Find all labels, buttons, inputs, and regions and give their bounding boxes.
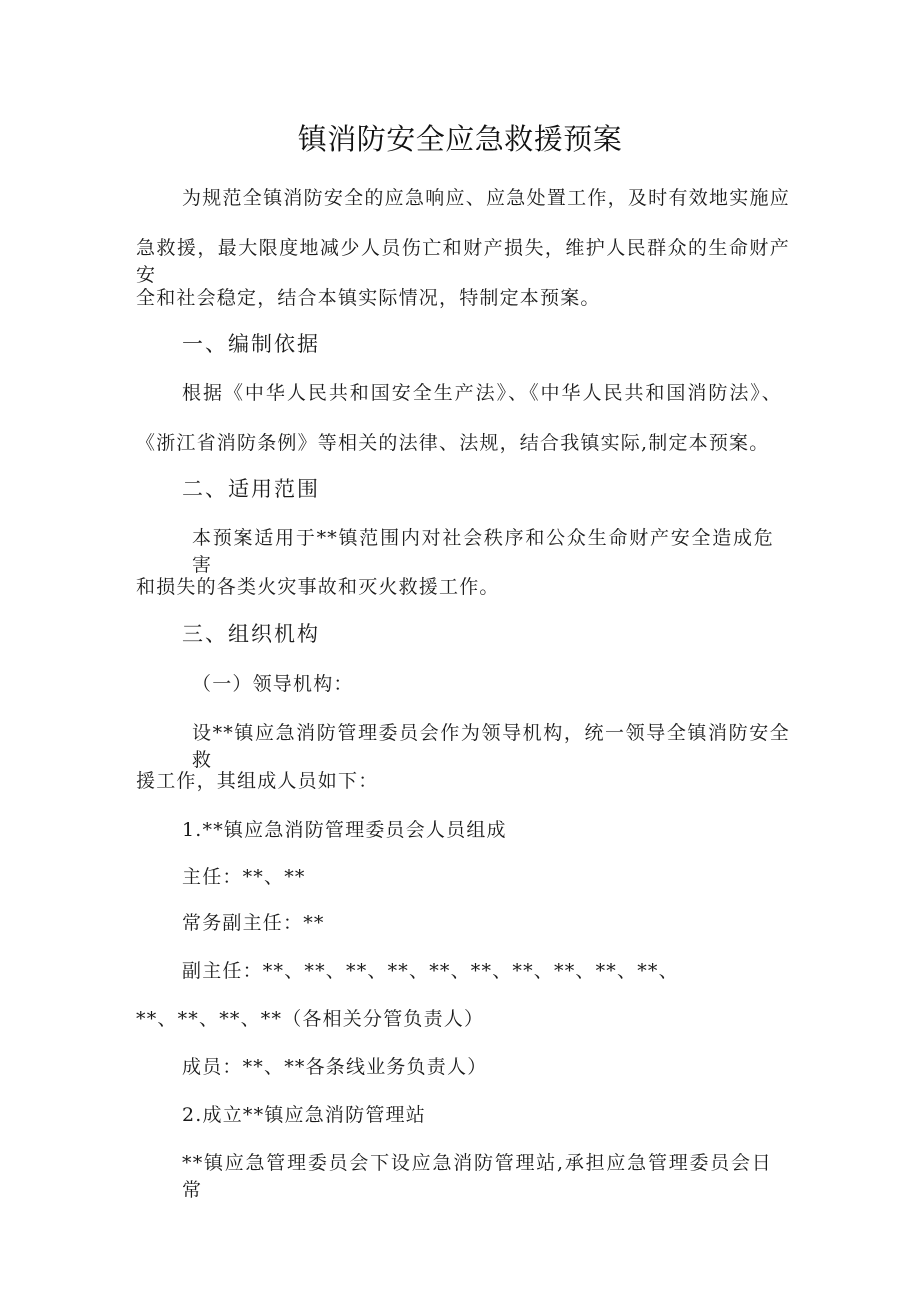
- scope-line-2: 和损失的各类火灾事故和灭火救援工作。: [136, 576, 500, 598]
- leadership-line-1: 设**镇应急消防管理委员会作为领导机构，统一领导全镇消防安全救: [192, 722, 790, 771]
- deputy-line-1: 副主任：**、**、**、**、**、**、**、**、**、**、: [182, 960, 679, 982]
- section-heading-scope: 二、适用范围: [182, 477, 320, 501]
- basis-line-1: 根据《中华人民共和国安全生产法》、《中华人民共和国消防法》、: [182, 382, 782, 404]
- section-heading-organization: 三、组织机构: [182, 622, 320, 646]
- basis-line-2: 《浙江省消防条例》等相关的法律、法规，结合我镇实际,制定本预案。: [136, 432, 770, 454]
- intro-line-1: 为规范全镇消防安全的应急响应、应急处置工作，及时有效地实施应: [182, 187, 790, 209]
- section-heading-basis: 一、编制依据: [182, 332, 320, 356]
- intro-line-3: 全和社会稳定，结合本镇实际情况，特制定本预案。: [136, 287, 601, 309]
- director-line: 主任：**、**: [182, 866, 306, 888]
- subsection-leadership: （一）领导机构：: [192, 673, 354, 695]
- document-title: 镇消防安全应急救援预案: [297, 122, 623, 156]
- item-committee-composition: 1.**镇应急消防管理委员会人员组成: [182, 819, 507, 841]
- members-line: 成员：**、**各条线业务负责人）: [182, 1056, 488, 1078]
- executive-deputy-line: 常务副主任：**: [182, 912, 325, 934]
- station-line-1: **镇应急管理委员会下设应急消防管理站,承担应急管理委员会日常: [182, 1152, 772, 1201]
- leadership-line-2: 援工作，其组成人员如下：: [136, 770, 379, 792]
- intro-line-2: 急救援，最大限度地减少人员伤亡和财产损失，维护人民群众的生命财产安: [136, 237, 790, 286]
- scope-line-1: 本预案适用于**镇范围内对社会秩序和公众生命财产安全造成危害: [192, 527, 774, 576]
- item-management-station: 2.成立**镇应急消防管理站: [182, 1104, 426, 1126]
- deputy-line-2: **、**、**、**（各相关分管负责人）: [136, 1008, 485, 1030]
